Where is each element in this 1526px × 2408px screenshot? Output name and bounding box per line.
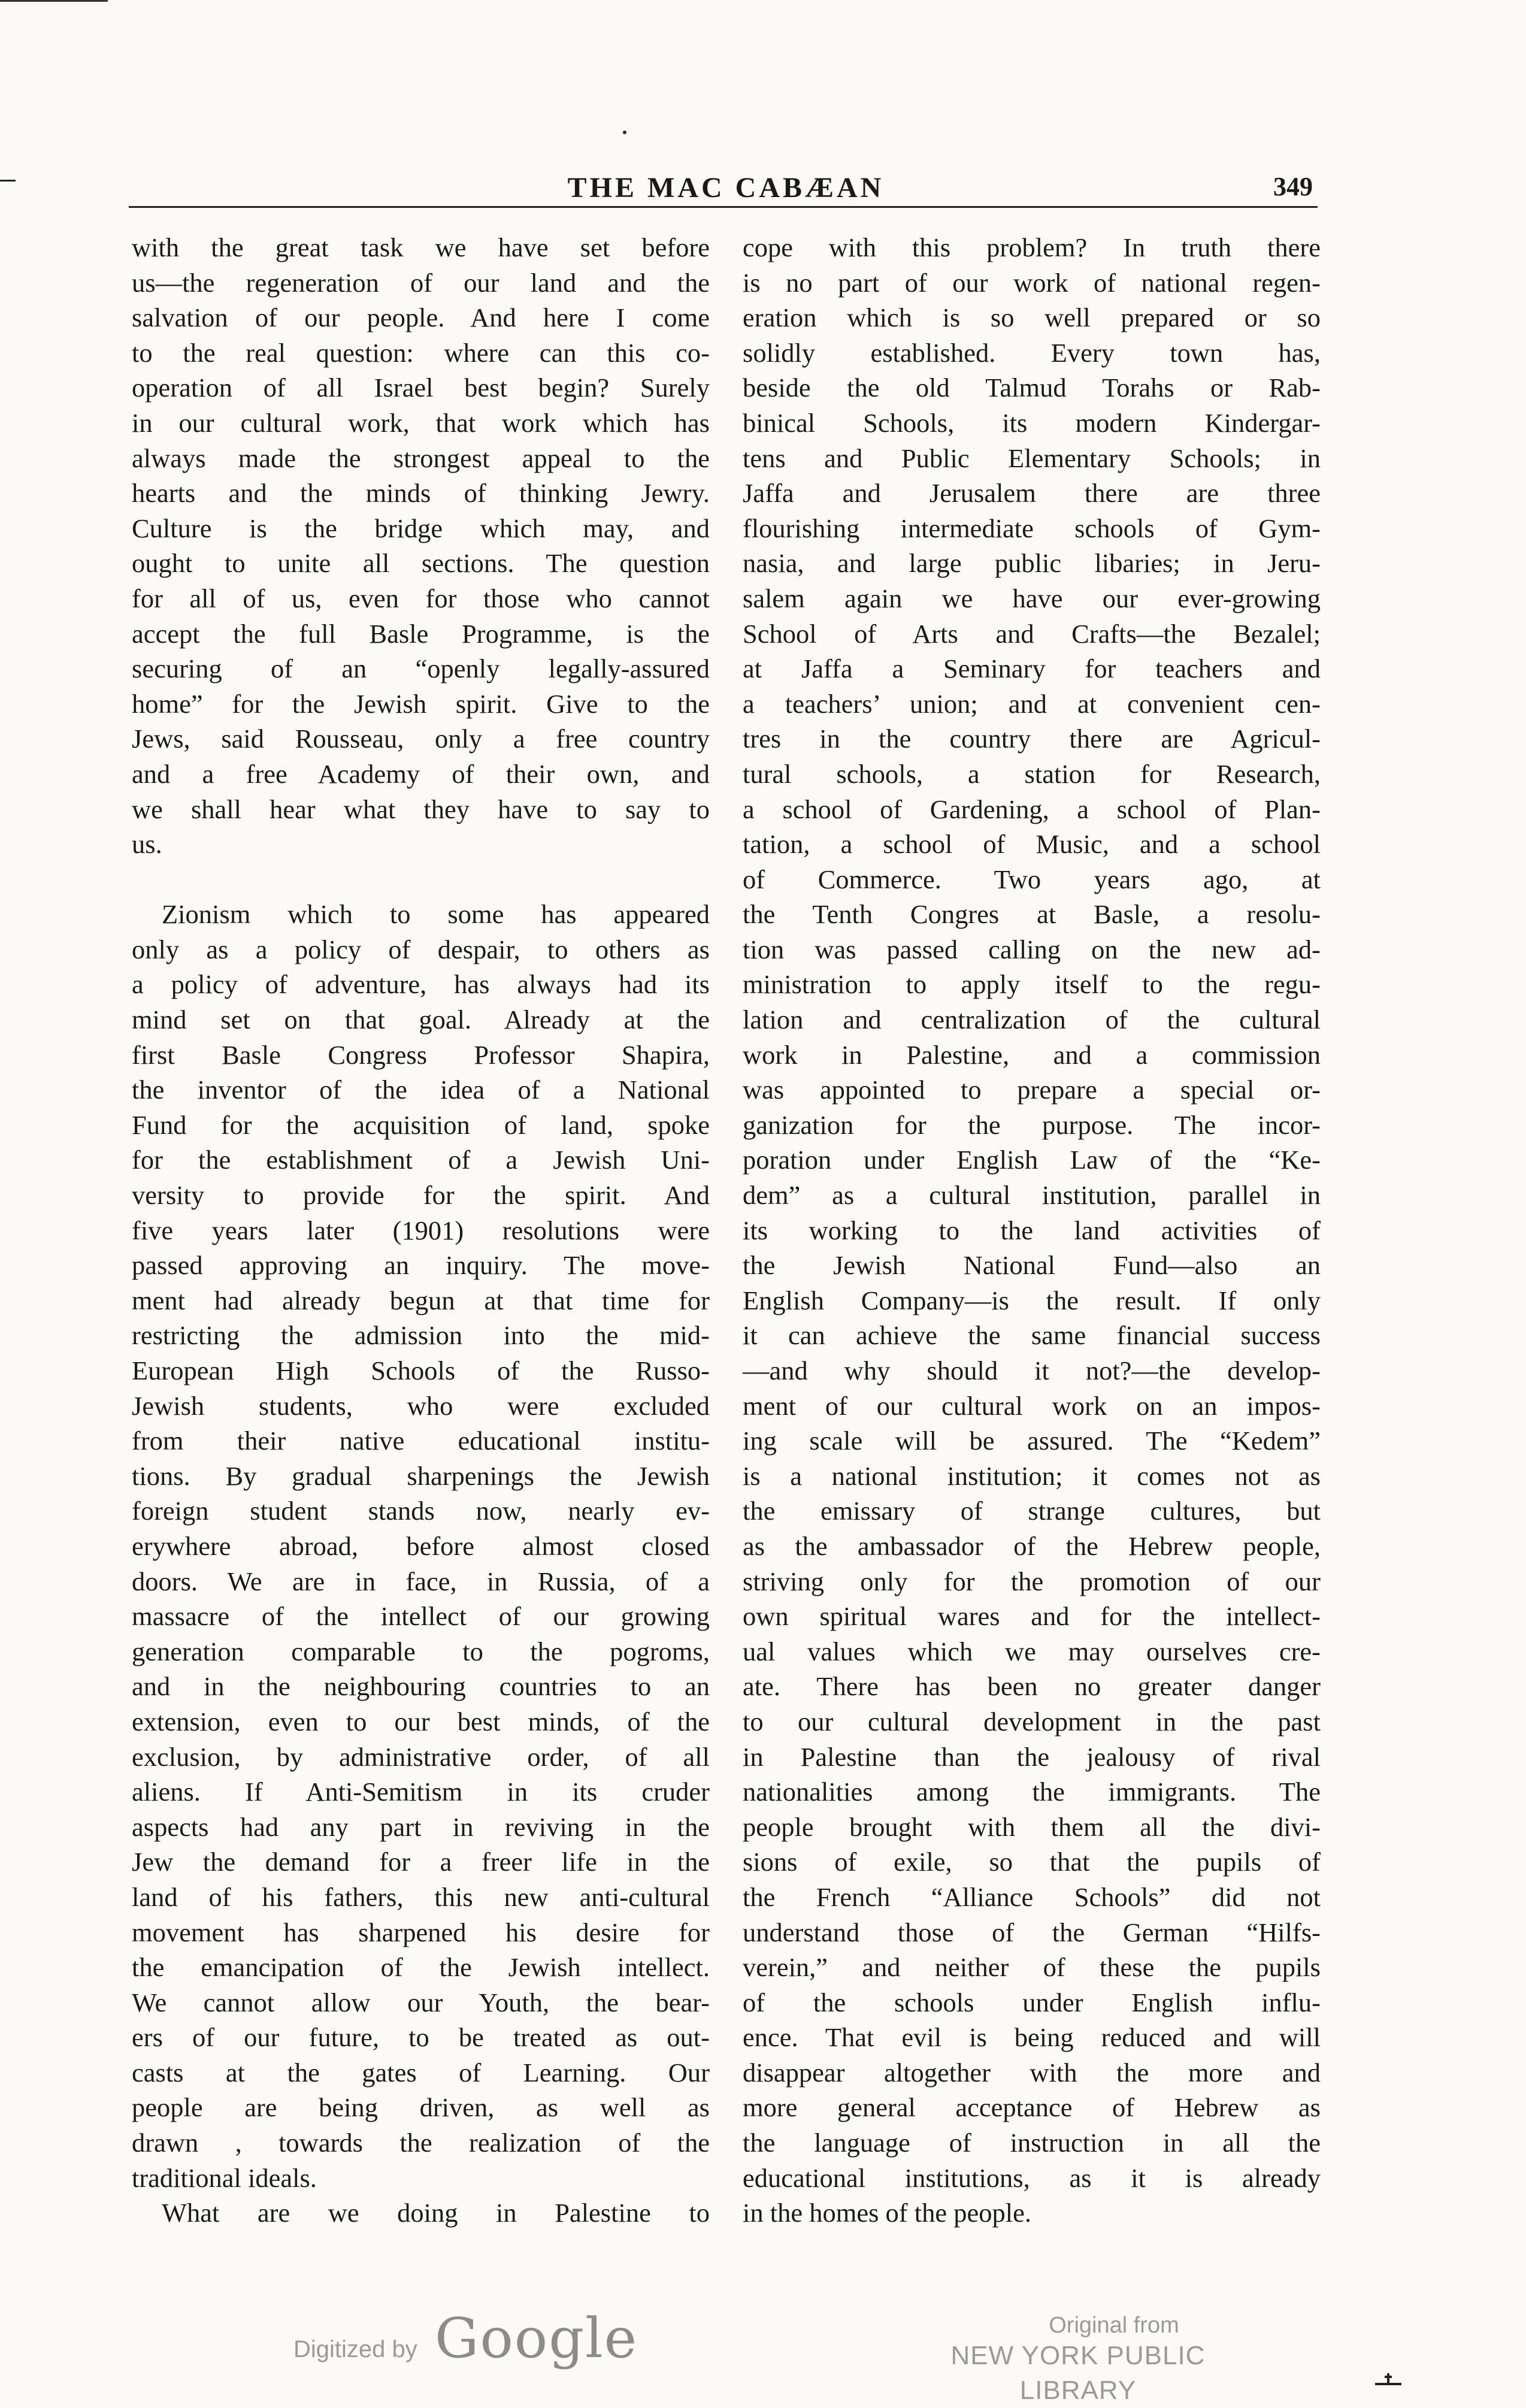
- google-logo: Google: [435, 2306, 638, 2370]
- library-name: NEW YORK PUBLIC LIBRARY: [950, 2341, 1206, 2405]
- text-line: accept the full Basle Programme, is the: [132, 618, 710, 649]
- text-line: us—the regeneration of our land and the: [132, 267, 710, 298]
- text-line: and in the neighbouring countries to an: [132, 1671, 710, 1702]
- text-line: beside the old Talmud Torahs or Rab-: [743, 373, 1321, 403]
- margin-scan-mark: [623, 131, 626, 134]
- text-line: ganization for the purpose. The incor-: [743, 1109, 1321, 1140]
- text-line: aspects had any part in reviving in the: [132, 1811, 710, 1842]
- text-line: dem” as a cultural institution, parallel in: [743, 1180, 1321, 1211]
- text-line: drawn , towards the realization of the: [132, 2128, 710, 2158]
- text-line: us.: [132, 829, 162, 860]
- text-line: from their native educational institu-: [132, 1426, 710, 1456]
- text-line: people are being driven, as well as: [132, 2092, 710, 2123]
- text-line: a policy of adventure, has always had its: [132, 969, 710, 1000]
- text-line: verein,” and neither of these the pupils: [743, 1952, 1321, 1983]
- text-line: Jaffa and Jerusalem there are three: [743, 478, 1321, 509]
- text-line: ate. There has been no greater danger: [743, 1671, 1321, 1702]
- text-line: land of his fathers, this new anti-cultural: [132, 1881, 710, 1912]
- right-column: [743, 230, 1321, 2231]
- corner-scan-mark: [1370, 2353, 1406, 2389]
- text-line: erywhere abroad, before almost closed: [132, 1530, 710, 1561]
- text-line: striving only for the promotion of our: [743, 1566, 1321, 1596]
- text-line: people brought with them all the divi-: [743, 1811, 1321, 1842]
- text-line: exclusion, by administrative order, of all: [132, 1741, 710, 1772]
- text-line: of the schools under English influ-: [743, 1987, 1321, 2017]
- text-line: binical Schools, its modern Kindergar-: [743, 407, 1321, 438]
- text-line: the French “Alliance Schools” did not: [743, 1881, 1321, 1912]
- text-line: Jewish students, who were excluded: [132, 1390, 710, 1421]
- text-line: and a free Academy of their own, and: [132, 758, 710, 789]
- text-line: ual values which we may ourselves cre-: [743, 1636, 1321, 1666]
- left-column: [132, 230, 710, 2231]
- text-line: tens and Public Elementary Schools; in: [743, 443, 1321, 473]
- text-line: tions. By gradual sharpenings the Jewish: [132, 1460, 710, 1491]
- text-line: massacre of the intellect of our growing: [132, 1601, 710, 1632]
- text-line: aliens. If Anti-Semitism in its cruder: [132, 1777, 710, 1807]
- text-line: five years later (1901) resolutions were: [132, 1215, 710, 1245]
- text-line: generation comparable to the pogroms,: [132, 1636, 710, 1666]
- text-line: Culture is the bridge which may, and: [132, 513, 710, 543]
- text-line: nationalities among the immigrants. The: [743, 1777, 1321, 1807]
- text-line: mind set on that goal. Already at the: [132, 1005, 710, 1035]
- text-line: only as a policy of despair, to others as: [132, 934, 710, 964]
- text-line: nasia, and large public libaries; in Jeru-: [743, 548, 1321, 579]
- text-line: is no part of our work of national regen-: [743, 267, 1321, 298]
- text-line: work in Palestine, and a commission: [743, 1039, 1321, 1070]
- text-line: extension, even to our best minds, of the: [132, 1706, 710, 1737]
- text-line: doors. We are in face, in Russia, of a: [132, 1566, 710, 1596]
- text-line: in Palestine than the jealousy of rival: [743, 1741, 1321, 1772]
- original-from-label: Original from: [1049, 2313, 1179, 2338]
- text-line: of Commerce. Two years ago, at: [743, 864, 1321, 894]
- text-line: a school of Gardening, a school of Plan-: [743, 794, 1321, 824]
- text-line: tural schools, a station for Research,: [743, 758, 1321, 789]
- text-line: it can achieve the same financial success: [743, 1320, 1321, 1351]
- text-line: as the ambassador of the Hebrew people,: [743, 1530, 1321, 1561]
- text-line: for the establishment of a Jewish Uni-: [132, 1145, 710, 1175]
- text-line: ment had already begun at that time for: [132, 1285, 710, 1315]
- paragraph-gap: [132, 862, 710, 897]
- text-line: What are we doing in Palestine to: [162, 2198, 710, 2228]
- text-line: solidly established. Every town has,: [743, 337, 1321, 368]
- text-line: securing of an “openly legally-assured: [132, 654, 710, 684]
- text-line: salem again we have our ever-growing: [743, 583, 1321, 613]
- text-line: to the real question: where can this co-: [132, 337, 710, 368]
- text-line: in our cultural work, that work which has: [132, 407, 710, 438]
- text-line: we shall hear what they have to say to: [132, 794, 710, 824]
- text-line: eration which is so well prepared or so: [743, 302, 1321, 333]
- text-line: ought to unite all sections. The question: [132, 548, 710, 579]
- text-line: School of Arts and Crafts—the Bezalel;: [743, 618, 1321, 649]
- text-line: to our cultural development in the past: [743, 1706, 1321, 1737]
- text-line: with the great task we have set before: [132, 232, 710, 262]
- text-line: at Jaffa a Seminary for teachers and: [743, 654, 1321, 684]
- text-line: home” for the Jewish spirit. Give to the: [132, 688, 710, 719]
- text-line: movement has sharpened his desire for: [132, 1917, 710, 1947]
- text-line: the Jewish National Fund—also an: [743, 1250, 1321, 1281]
- library-credit: [892, 2312, 1264, 2408]
- text-line: first Basle Congress Professor Shapira,: [132, 1039, 710, 1070]
- margin-scan-mark: [0, 180, 16, 181]
- text-line: understand those of the German “Hilfs-: [743, 1917, 1321, 1947]
- running-head: [127, 171, 1325, 210]
- text-line: restricting the admission into the mid-: [132, 1320, 710, 1351]
- text-line: always made the strongest appeal to the: [132, 443, 710, 473]
- top-scan-rule: [0, 0, 108, 2]
- text-line: the inventor of the idea of a National: [132, 1075, 710, 1105]
- text-line: in the homes of the people.: [743, 2198, 1031, 2228]
- text-line: Jews, said Rousseau, only a free country: [132, 724, 710, 754]
- text-line: operation of all Israel best begin? Surely: [132, 373, 710, 403]
- text-line: its working to the land activities of: [743, 1215, 1321, 1245]
- text-line: English Company—is the result. If only: [743, 1285, 1321, 1315]
- text-line: We cannot allow our Youth, the bear-: [132, 1987, 710, 2017]
- text-line: foreign student stands now, nearly ev-: [132, 1496, 710, 1526]
- text-line: Zionism which to some has appeared: [162, 899, 710, 930]
- journal-title: THE MAC CABÆAN: [567, 172, 885, 204]
- text-line: ing scale will be assured. The “Kedem”: [743, 1426, 1321, 1456]
- text-line: the language of instruction in all the: [743, 2128, 1321, 2158]
- text-line: Jew the demand for a freer life in the: [132, 1847, 710, 1877]
- text-line: ment of our cultural work on an impos-: [743, 1390, 1321, 1421]
- text-line: tres in the country there are Agricul-: [743, 724, 1321, 754]
- text-line: disappear altogether with the more and: [743, 2057, 1321, 2088]
- text-line: tion was passed calling on the new ad-: [743, 934, 1321, 964]
- text-line: the emissary of strange cultures, but: [743, 1496, 1321, 1526]
- text-line: for all of us, even for those who cannot: [132, 583, 710, 613]
- text-line: is a national institution; it comes not as: [743, 1460, 1321, 1491]
- text-line: sions of exile, so that the pupils of: [743, 1847, 1321, 1877]
- text-line: Fund for the acquisition of land, spoke: [132, 1109, 710, 1140]
- text-line: lation and centralization of the cultural: [743, 1005, 1321, 1035]
- text-line: salvation of our people. And here I come: [132, 302, 710, 333]
- text-line: was appointed to prepare a special or-: [743, 1075, 1321, 1105]
- text-line: the Tenth Congres at Basle, a resolu-: [743, 899, 1321, 930]
- text-line: versity to provide for the spirit. And: [132, 1180, 710, 1211]
- text-line: traditional ideals.: [132, 2162, 317, 2193]
- header-rule: [129, 206, 1318, 208]
- text-line: hearts and the minds of thinking Jewry.: [132, 478, 710, 509]
- text-line: cope with this problem? In truth there: [743, 232, 1321, 262]
- text-line: passed approving an inquiry. The move-: [132, 1250, 710, 1281]
- text-line: educational institutions, as it is already: [743, 2162, 1321, 2193]
- text-line: own spiritual wares and for the intellect-: [743, 1601, 1321, 1632]
- text-line: ministration to apply itself to the regu-: [743, 969, 1321, 1000]
- text-line: a teachers’ union; and at convenient cen-: [743, 688, 1321, 719]
- text-line: —and why should it not?—the develop-: [743, 1356, 1321, 1385]
- page-number: 349: [1273, 172, 1313, 201]
- text-line: ers of our future, to be treated as out-: [132, 2022, 710, 2053]
- text-line: more general acceptance of Hebrew as: [743, 2092, 1321, 2123]
- text-line: poration under English Law of the “Ke-: [743, 1145, 1321, 1175]
- text-line: casts at the gates of Learning. Our: [132, 2057, 710, 2088]
- text-line: flourishing intermediate schools of Gym-: [743, 513, 1321, 543]
- digitized-by-label: Digitized by: [293, 2336, 417, 2362]
- text-line: tation, a school of Music, and a school: [743, 829, 1321, 860]
- text-line: the emancipation of the Jewish intellect.: [132, 1952, 710, 1983]
- text-line: ence. That evil is being reduced and will: [743, 2022, 1321, 2053]
- text-line: European High Schools of the Russo-: [132, 1356, 710, 1385]
